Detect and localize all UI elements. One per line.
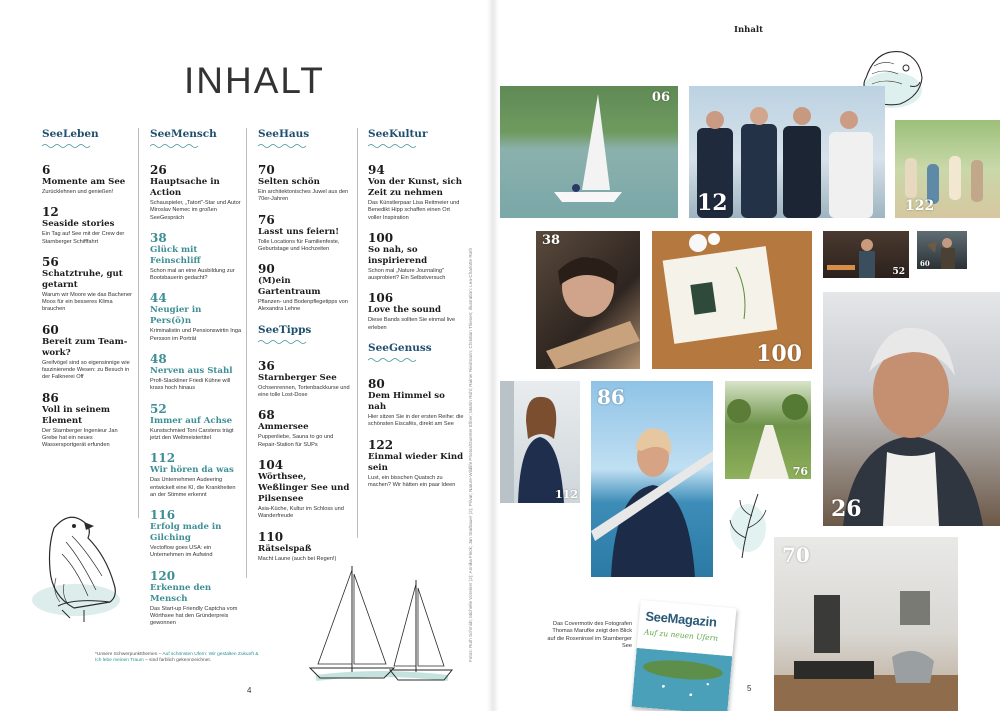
toc-section (258, 128, 352, 314)
toc-column-1 (42, 128, 132, 459)
entry-title: Seaside stories (42, 219, 115, 230)
wave-divider (42, 143, 92, 149)
photo-portrait-miroslav-nemec: 26 (823, 292, 1000, 526)
entry-description: Macht Laune (auch bei Regen!) (258, 555, 337, 562)
entry-title: Ammersee (258, 422, 309, 433)
toc-entry[interactable] (368, 291, 464, 332)
column-divider (246, 128, 247, 578)
entry-description: Ochsenrennen, Tortenbackkurse und eine tolle Lost-Dose (258, 384, 350, 399)
toc-entry[interactable] (258, 163, 352, 204)
section-heading: SeeKultur (368, 128, 428, 140)
section-heading: SeeTipps (258, 323, 312, 336)
toc-section (368, 342, 464, 489)
entry-description: Tolle Locations für Familienfeste, Geburtstage und Hochzeiten (258, 238, 340, 252)
photo-woman-audeering: 112 (500, 381, 580, 503)
section-heading: SeeMensch (150, 128, 217, 140)
entry-description: Profi-Slackliner Friedi Kühne will krass hoch hinaus (150, 378, 231, 392)
entry-description: Schon mal „Nature Journaling" ausprobiert? Ein Selbstversuch (368, 267, 446, 282)
entry-title: Nerven aus Stahl (150, 366, 233, 377)
entry-page-number: 112 (150, 451, 176, 466)
entry-title: Hauptsache in Action (150, 177, 220, 198)
entry-title: Dem Himmel so nah (368, 391, 445, 413)
entry-page-number: 110 (258, 529, 284, 544)
entry-title: Momente am See (42, 177, 126, 187)
toc-entry[interactable] (258, 213, 352, 254)
toc-entry[interactable] (150, 569, 242, 628)
toc-entry[interactable] (368, 231, 464, 283)
wave-divider (368, 143, 418, 149)
toc-entry[interactable] (258, 408, 352, 449)
toc-entry[interactable] (150, 402, 242, 443)
entry-page-number: 60 (42, 322, 59, 337)
page-number-right: 5 (747, 684, 752, 693)
entry-description: Hier sitzen Sie in der ersten Reihe: die schönsten Eiscafés, direkt am See (368, 414, 464, 428)
photo-nature-journal: 100 (652, 231, 812, 369)
entry-title: Einmal wieder Kind sein (368, 451, 464, 473)
cover-logo: SeeMagazin (644, 608, 718, 630)
photo-70s-interior: 70 (774, 537, 958, 711)
section-heading: SeeLeben (42, 128, 99, 140)
section-heading: SeeHaus (258, 128, 310, 140)
column-divider (357, 128, 358, 538)
toc-section (150, 128, 242, 628)
entry-description: Schon mal an eine Ausbildung zur Bootsbauerin gedacht? (150, 267, 235, 282)
entry-page-number: 48 (150, 352, 167, 367)
entry-title: Love the sound (368, 305, 441, 316)
column-divider (138, 128, 139, 518)
entry-page-number: 26 (150, 163, 167, 177)
entry-description: Vectoflow goes USA: ein Unternehmen im Aufwind (150, 545, 213, 559)
toc-entry[interactable] (42, 391, 132, 450)
entry-page-number: 70 (258, 163, 275, 177)
entry-description: Pflanzen- und Bodenpflegetipps von Alexandra Lehne (258, 299, 348, 313)
photo-blacksmith: 52 (823, 231, 909, 278)
entry-title: Bereit zum Team-work? (42, 336, 128, 358)
toc-entry[interactable] (150, 352, 242, 393)
entry-description: Kriminalistin und Pensionswirtin Inga Persson im Porträt (150, 328, 242, 342)
sailboat-illustration (298, 560, 468, 700)
running-head: Inhalt (734, 25, 763, 35)
entry-title: Neugier in Pers(ö)n (150, 305, 202, 327)
entry-description: Zurücklehnen und genießen! (42, 189, 114, 195)
cover-caption: Das Covermotiv des Fotografen Thomas Marufke zeigt den Blick auf die Roseninsel im Starnberger See (547, 621, 632, 650)
entry-title: Schatztruhe, gut getarnt (42, 268, 123, 290)
entry-description: Puppenliebe, Sauna to go und Repair-Station für SUPs (258, 434, 334, 448)
toc-entry[interactable] (258, 359, 352, 400)
toc-entry[interactable] (150, 231, 242, 283)
cover-tagline: Auf zu neuen Ufern (643, 627, 719, 643)
toc-column-2 (150, 128, 242, 637)
entry-page-number: 80 (368, 377, 385, 392)
entry-description: Schauspieler, „Tatort"-Star und Autor Miroslav Nemec im großen SeeGespräch (150, 200, 241, 221)
photo-garden-party: 76 (725, 381, 811, 479)
page-gutter (487, 0, 499, 711)
toc-entry[interactable] (368, 377, 464, 429)
entry-page-number: 38 (150, 230, 167, 245)
entry-title: Selten schön (258, 177, 320, 187)
toc-column-3 (258, 128, 352, 572)
wave-divider (258, 339, 308, 345)
entry-page-number: 68 (258, 408, 275, 423)
entry-page-number: 6 (42, 163, 51, 177)
magazine-cover (632, 600, 737, 711)
toc-entry[interactable] (42, 255, 132, 314)
entry-title: Erkenne den Mensch (150, 582, 212, 604)
wave-divider (258, 143, 308, 149)
entry-title: So nah, so inspirierend (368, 244, 428, 266)
toc-entry[interactable] (368, 163, 464, 222)
entry-title: Starnberger See (258, 372, 337, 383)
photo-ship-crew: 12 (689, 86, 885, 218)
toc-entry[interactable] (258, 262, 352, 314)
footnote: *Unsere Schwerpunktthemen – Auf schönsten Ufern: Wir gestalten Zukunft & Ich lebe meinen Traum – sind farblich gekennzeichnet. (95, 652, 259, 664)
photo-credit: Fotos: Ruth Schmidt; Michelle Voreiner (2); Annika Fleck; Jan Starbauer (2); Privat; Nature-Wildlife Photos/Guenter Ellner; Martin Rühl; Rainer Riedmann; Christian Thiesen; Illustration: Lea-Charlotte Roth (468, 247, 473, 662)
entry-description: Ein Tag auf See mit der Crew der Starnberger Schifffahrt (42, 231, 125, 245)
plant-illustration (722, 488, 776, 560)
entry-page-number: 86 (42, 390, 59, 405)
entry-page-number: 52 (150, 401, 167, 416)
toc-section (42, 128, 132, 450)
toc-entry[interactable] (42, 205, 132, 246)
photo-boatbuilder: 38 (536, 231, 640, 369)
entry-page-number: 116 (150, 508, 176, 523)
photo-watersport-inventor: 86 (591, 381, 713, 577)
wave-divider (150, 143, 200, 149)
entry-description: Lust, ein bisschen Quatsch zu machen? Wir hätten ein paar Ideen (368, 474, 456, 488)
entry-title: (M)ein Gartentraum (258, 276, 321, 298)
entry-description: Diese Bands sollten Sie einmal live erleben (368, 317, 456, 331)
toc-section (258, 324, 352, 563)
cover-lake-image (632, 648, 733, 711)
entry-page-number: 12 (42, 205, 59, 220)
entry-description: Das Künstlerpaar Lisa Reitmeier und Benedikt Hipp schaffen einen Ort voller Inspiration (368, 200, 460, 221)
entry-title: Wir hören da was (150, 465, 234, 476)
page-title: INHALT (184, 60, 325, 101)
entry-page-number: 76 (258, 212, 275, 227)
falcon-illustration (14, 498, 144, 628)
entry-description: Das Unternehmen Audeering entwickelt eine KI, die Krankheiten an der Stimme erkennt (150, 477, 236, 498)
toc-entry[interactable] (150, 163, 242, 222)
toc-entry[interactable] (258, 530, 352, 563)
entry-page-number: 106 (368, 291, 394, 306)
toc-entry[interactable] (42, 323, 132, 382)
entry-description: Warum wir Moore wie das Bachener Moos für ein besseres Klima brauchen (42, 291, 132, 313)
entry-page-number: 120 (150, 568, 176, 583)
entry-title: Glück mit Feinschliff (150, 244, 201, 266)
entry-title: Von der Kunst, sich Zeit zu nehmen (368, 177, 462, 198)
entry-title: Rätselspaß (258, 543, 312, 554)
toc-entry[interactable] (150, 451, 242, 499)
entry-page-number: 122 (368, 437, 394, 452)
toc-entry[interactable] (42, 163, 132, 196)
toc-entry[interactable] (150, 291, 242, 343)
entry-page-number: 100 (368, 230, 394, 245)
entry-title: Immer auf Achse (150, 415, 233, 426)
entry-title: Voll in seinem Element (42, 404, 111, 426)
wave-divider (368, 357, 418, 363)
toc-entry[interactable] (368, 438, 464, 490)
toc-entry[interactable] (150, 508, 242, 560)
entry-page-number: 36 (258, 358, 275, 373)
entry-title: Erfolg made in Gilching (150, 522, 222, 544)
entry-page-number: 94 (368, 163, 385, 177)
toc-entry[interactable] (258, 458, 352, 521)
entry-title: Wörthsee, Weßlinger See und Pilsensee (258, 471, 350, 504)
photo-sailing-dinghy: 06 (500, 86, 678, 218)
entry-title: Lasst uns feiern! (258, 226, 340, 237)
entry-page-number: 44 (150, 291, 167, 306)
toc-section (368, 128, 464, 332)
toc-column-4 (368, 128, 464, 498)
entry-description: Kunstschmied Toni Carstens trägt jetzt den Weltmeistertitel (150, 427, 234, 441)
entry-description: Ein architektonisches Juwel aus den 70er-Jahren (258, 189, 349, 203)
photo-friends-walking: 122 (895, 120, 1000, 218)
entry-page-number: 56 (42, 254, 59, 269)
entry-description: Greifvögel sind so eigensinnige wie faszinierende Wesen: zu Besuch in der Falknerei Off (42, 359, 130, 381)
entry-page-number: 90 (258, 262, 275, 277)
photo-falconer: 60 (917, 231, 967, 269)
entry-description: Das Start-up Friendly Captcha vom Wörthsee hat den Gründerpreis gewonnen (150, 605, 238, 627)
page-number-left: 4 (247, 686, 252, 695)
entry-page-number: 104 (258, 457, 284, 472)
entry-description: Asia-Küche, Kultur im Schloss und Wanderfreude (258, 505, 344, 520)
section-heading: SeeGenuss (368, 342, 432, 355)
entry-description: Der Starnberger Ingenieur Jan Grebe hat ein neues Wassersportgerät erfunden (42, 427, 118, 449)
